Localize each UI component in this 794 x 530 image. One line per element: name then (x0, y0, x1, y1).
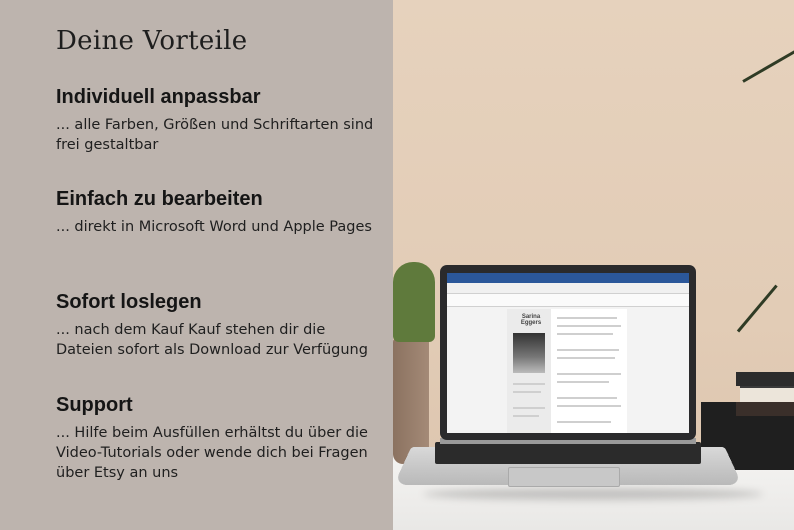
feature-support (56, 394, 376, 483)
laptop-touchpad (508, 467, 620, 487)
feature-text: ... nach dem Kauf Kauf stehen dir die Dateien sofort als Download zur Verfügung (56, 322, 368, 358)
plant-pot (393, 338, 429, 464)
resume-name: Sarina Eggers (520, 314, 542, 326)
product-photo (393, 0, 794, 530)
word-menu-bar (447, 283, 689, 294)
word-document-display (447, 273, 689, 433)
feature-easy-edit (56, 188, 376, 237)
feature-title: Individuell anpassbar (56, 86, 261, 108)
cactus-plant (393, 262, 435, 342)
feature-text: ... direkt in Microsoft Word und Apple Pages (56, 219, 372, 235)
text-panel (0, 0, 393, 530)
book-stack (736, 372, 794, 418)
feature-instant-start (56, 291, 376, 360)
word-toolbar (447, 294, 689, 307)
page-title: Deine Vorteile (56, 26, 248, 56)
resume-page (507, 309, 627, 433)
feature-text: ... alle Farben, Größen und Schriftarten sind frei gestaltbar (56, 117, 374, 153)
feature-title: Einfach zu bearbeiten (56, 188, 263, 210)
feature-customizable (56, 86, 376, 155)
palm-leaf (737, 285, 778, 333)
resume-photo (513, 333, 545, 373)
feature-title: Sofort loslegen (56, 291, 202, 313)
feature-title: Support (56, 394, 133, 416)
laptop-keyboard (435, 442, 701, 464)
laptop-shadow (423, 488, 763, 500)
word-title-bar (447, 273, 689, 283)
palm-leaf (742, 50, 794, 83)
feature-text: ... Hilfe beim Ausfüllen erhältst du über die Video-Tutorials oder wende dich bei Fragen über Etsy an uns (56, 425, 368, 481)
